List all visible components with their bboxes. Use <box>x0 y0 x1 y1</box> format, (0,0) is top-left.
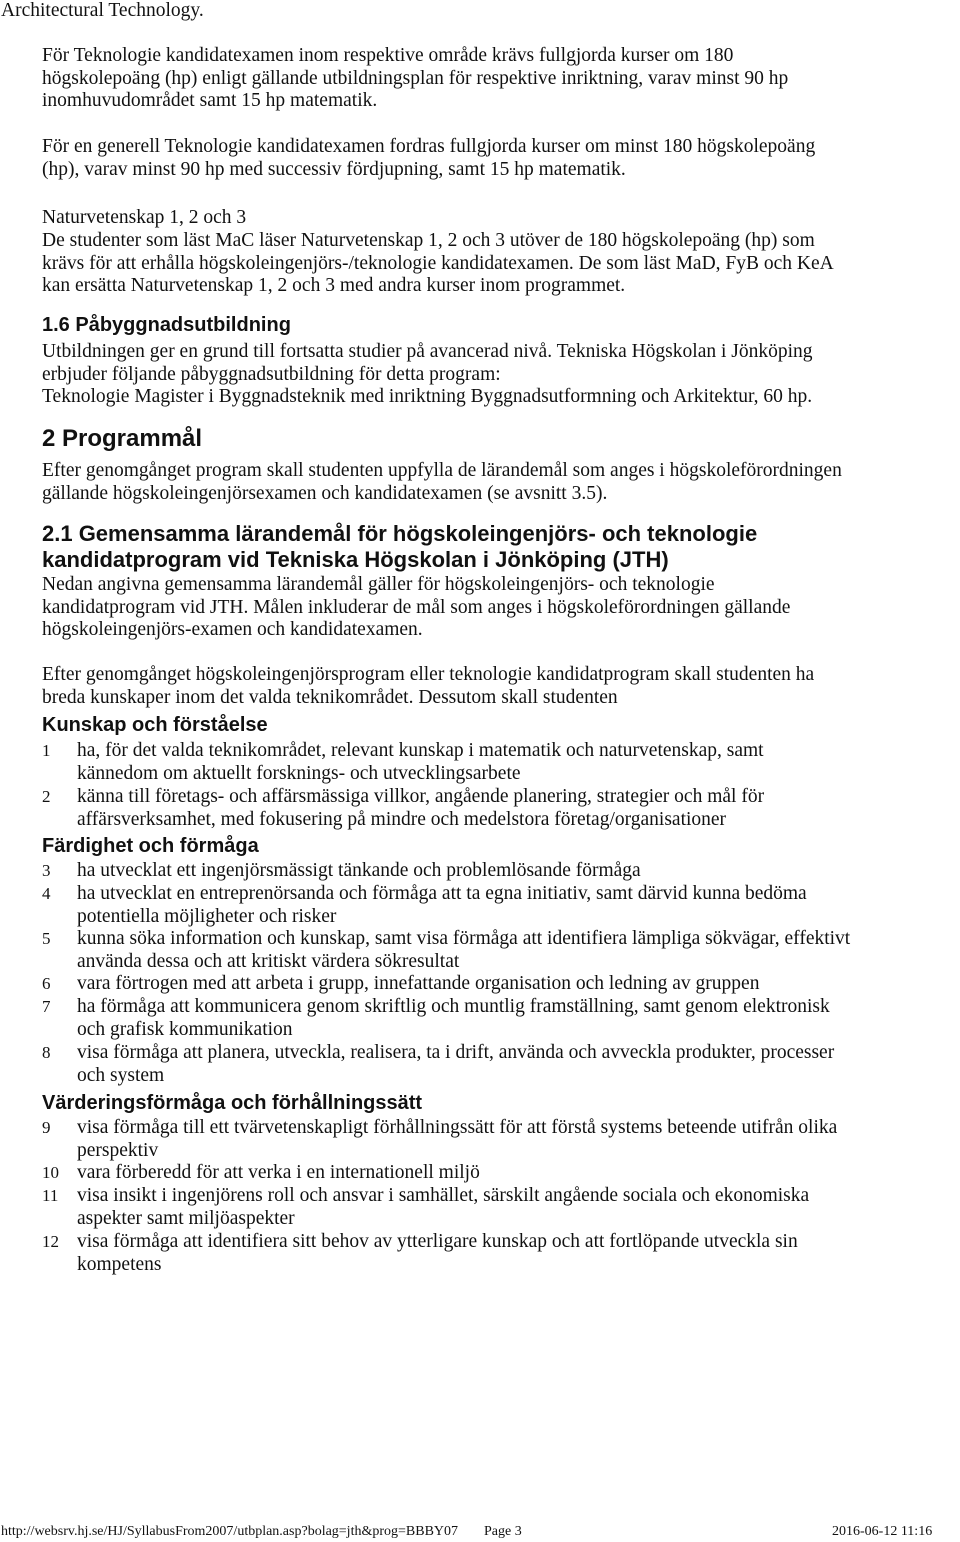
paragraph-common-goals: Nedan angivna gemensamma lärandemål gäller för högskoleingenjörs- och teknologie kandidatprogram vid JTH. Målen inkluderar de mål som anges i högskoleförordningen gällande högskoleingenjörs-examen och kandidatexamen. <box>42 574 791 640</box>
goal-text: kunna söka information och kunskap, samt visa förmåga att identifiera lämpliga sökvägar, effektivt använda dessa och att kritiskt värdera sökresultat <box>77 928 851 972</box>
paragraph-science-title: Naturvetenskap 1, 2 och 3 <box>42 207 247 228</box>
goal-text: visa förmåga att identifiera sitt behov av ytterligare kunskap och att fortlöpande utveckla sin kompetens <box>77 1231 798 1275</box>
continued-text-line: Architectural Technology. <box>1 0 204 21</box>
goal-number: 5 <box>42 929 51 948</box>
goal-number: 2 <box>42 787 51 806</box>
paragraph-further-education: Utbildningen ger en grund till fortsatta studier på avancerad nivå. Tekniska Högskolan i Jönköping erbjuder följande påbyggnadsutbildning för detta program: Teknologie Magister i Byggnadsteknik med inriktning Byggnadsutformning och Arkitektur, 60 hp. <box>42 341 813 407</box>
goal-number: 6 <box>42 974 51 993</box>
footer-url: http://websrv.hj.se/HJ/SyllabusFrom2007/utbplan.asp?bolag=jth&prog=BBBY07 <box>1 1524 459 1539</box>
goal-text: vara förtrogen med att arbeta i grupp, innefattande organisation och ledning av gruppen <box>77 973 760 994</box>
section-heading-values: Värderingsförmåga och förhållningssätt <box>42 1092 423 1114</box>
goal-text: visa insikt i ingenjörens roll och ansvar i samhället, särskilt angående sociala och ekonomiska aspekter samt miljöaspekter <box>77 1185 810 1229</box>
goal-text: vara förberedd för att verka i en internationell miljö <box>77 1162 480 1183</box>
goal-text: ha utvecklat en entreprenörsanda och förmåga att ta egna initiativ, samt därvid kunna bedöma potentiella möjligheter och risker <box>77 883 807 927</box>
goal-text: ha utvecklat ett ingenjörsmässigt tänkande och problemlösande förmåga <box>77 860 641 881</box>
goal-number: 10 <box>42 1163 59 1182</box>
paragraph-general-degree: För en generell Teknologie kandidatexamen fordras fullgjorda kurser om minst 180 högskolepoäng (hp), varav minst 90 hp med successiv fördjupning, samt 15 hp matematik. <box>42 136 816 180</box>
paragraph-degree-requirements: För Teknologie kandidatexamen inom respektive område krävs fullgjorda kurser om 180 högskolepoäng (hp) enligt gällande utbildningsplan för respektive inriktning, varav minst 90 hp inomhuvudområdet samt 15 hp matematik. <box>42 45 789 111</box>
goal-number: 9 <box>42 1118 51 1137</box>
section-heading-knowledge: Kunskap och förståelse <box>42 714 268 736</box>
heading-1-6: 1.6 Påbyggnadsutbildning <box>42 314 291 336</box>
goal-number: 4 <box>42 884 51 903</box>
footer-timestamp: 2016-06-12 11:16 <box>832 1524 933 1539</box>
footer-page-number: Page 3 <box>484 1524 522 1539</box>
heading-2-programmal: 2 Programmål <box>42 425 203 452</box>
goal-number: 8 <box>42 1043 51 1062</box>
goal-number: 1 <box>42 741 51 760</box>
paragraph-science-courses: De studenter som läst MaC läser Naturvetenskap 1, 2 och 3 utöver de 180 högskolepoäng (hp) som krävs för att erhålla högskoleingenjörs-/teknologie kandidatexamen. De som läst MaD, FyB och KeA kan ersätta Naturvetenskap 1, 2 och 3 med andra kurser inom programmet. <box>42 230 834 296</box>
heading-2-1: 2.1 Gemensamma lärandemål för högskoleingenjörs- och teknologie kandidatprogram vid Tekniska Högskolan i Jönköping (JTH) <box>42 521 758 572</box>
section-heading-skills: Färdighet och förmåga <box>42 835 259 857</box>
goal-number: 7 <box>42 997 51 1016</box>
paragraph-after-program: Efter genomgånget högskoleingenjörsprogram eller teknologie kandidatprogram skall studenten ha breda kunskaper inom det valda teknikområdet. Dessutom skall studenten <box>42 664 815 708</box>
paragraph-program-goals: Efter genomgånget program skall studenten uppfylla de lärandemål som anges i högskoleförordningen gällande högskoleingenjörsexamen och kandidatexamen (se avsnitt 3.5). <box>42 460 842 504</box>
goal-text: känna till företags- och affärsmässiga villkor, angående planering, strategier och mål för affärsverksamhet, med fokusering på mindre och medelstora företag/organisationer <box>77 786 765 830</box>
goal-number: 3 <box>42 861 51 880</box>
goal-text: ha förmåga att kommunicera genom skriftlig och muntlig framställning, samt genom elektronisk och grafisk kommunikation <box>77 996 830 1040</box>
goal-number: 11 <box>42 1186 59 1205</box>
goal-text: visa förmåga till ett tvärvetenskapligt förhållningssätt för att förstå systems beteende utifrån olika perspektiv <box>77 1117 838 1161</box>
goal-text: visa förmåga att planera, utveckla, realisera, ta i drift, använda och avveckla produkter, processer och system <box>77 1042 835 1086</box>
goal-text: ha, för det valda teknikområdet, relevant kunskap i matematik och naturvetenskap, samt kännedom om aktuellt forsknings- och utvecklingsarbete <box>77 740 764 784</box>
goal-number: 12 <box>42 1232 59 1251</box>
